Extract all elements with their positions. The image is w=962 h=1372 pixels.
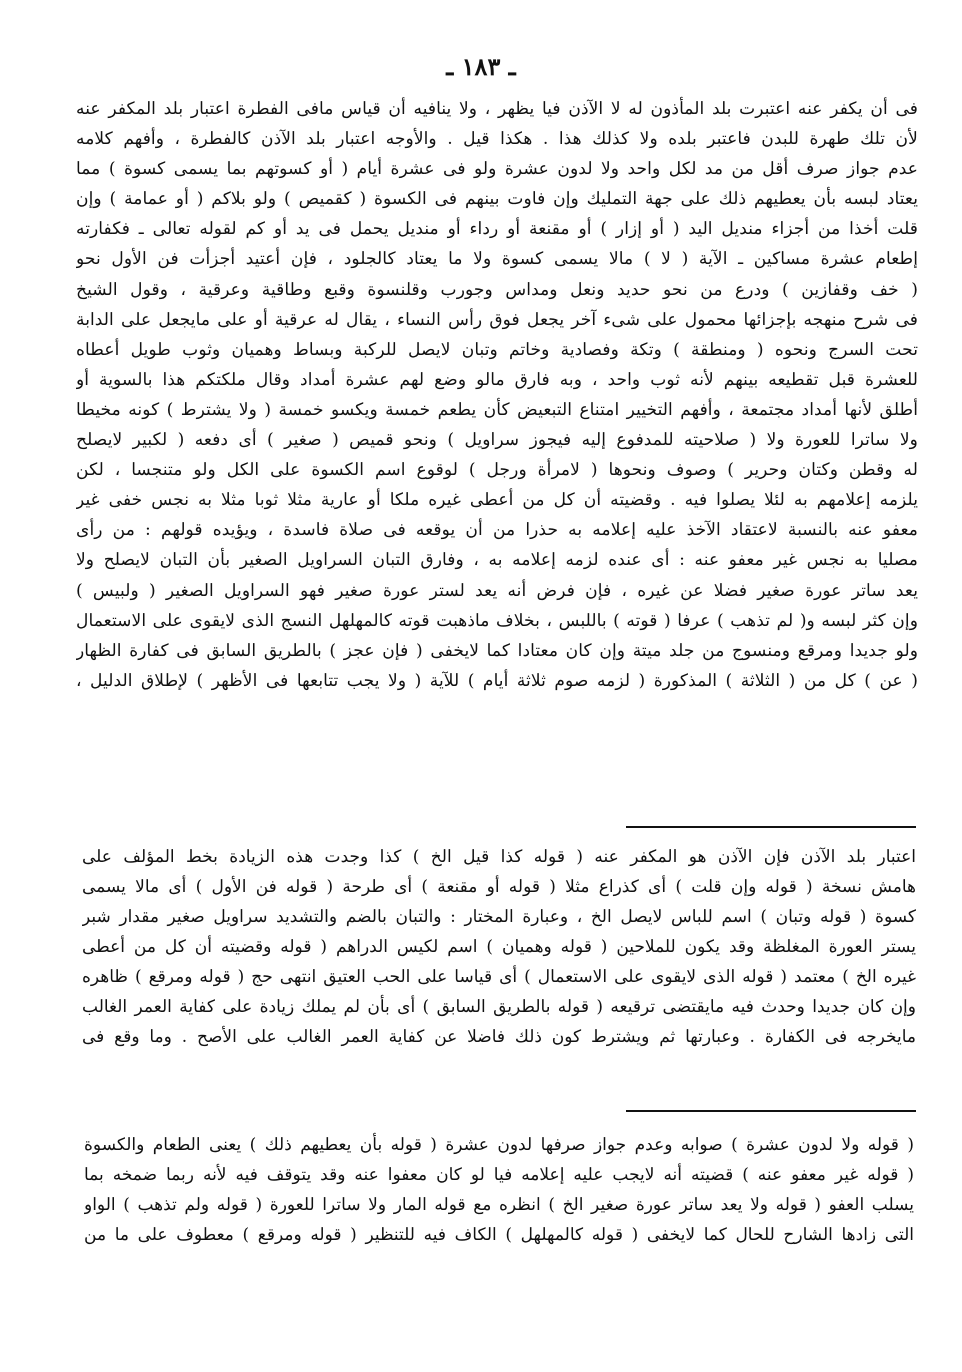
footnote-line: ( قوله غير معفو عنه ) قضيته أنه لايجب عليه إعلامه فيا لو كان معفوا عنه وقد يتوقف فيه لأنه ربما ضمخه بما [84, 1165, 914, 1185]
main-line: مصليا به نجس غير معفو عنه : أى عنده لزمه إعلامه به ، وفارق التبان السراويل الصغير بأن التبان لايصلح ولا [76, 550, 918, 571]
footnote-divider [626, 1110, 916, 1112]
footnote-section-2 [84, 1130, 914, 1250]
footnote-line: اعتبار بلد الآذن فإن الآذن هو المكفر عنه ( قوله كذا قيل الخ ) كذا وجدت هذه الزيادة بخط المؤلف على [82, 847, 916, 867]
main-line: للعشرة قبل تقطيعه بينهم لأنه ثوب واحد ، وبه فارق مالو وضع لهم عشرة أمداد وقال ملكتكم هذا بالسوية أو [76, 369, 918, 390]
main-line: يعتاد لبسه بأن يعطيهم ذلك على جهة التمليك وإن فاوت بينهم فى الكسوة ( كقميص ) ولو بلاكم ( أو عمامة ) وإن [76, 189, 918, 210]
main-line: لأن تلك طهرة للبدن فاعتبر بلده ولا كذلك هذا . هكذا قيل . والأوجه اعتبار بلد الآذن كالفطرة ، وأفهم كلامه [76, 129, 918, 150]
footnote-section-1 [82, 842, 916, 1052]
footnote-line: كسوة ( قوله وتبان ) اسم للباس لايصل الخ ، وعبارة المختار : والتبان بالضم والتشديد سراويل صغير مقدار شبر [82, 907, 916, 927]
footnote-line: التى زادها الشارح للحال كما لايخفى ( قوله كالمهلهل ) الكاف فيه للتنظير ( قوله ومرقع ) معطوف على ما من [84, 1225, 914, 1245]
main-line: إطعام عشرة مساكين ـ الآية ( لا ) مالا يسمى كسوة ولا ما يعتاد كالجلود ، فإن أعتيد أجزأت فن الأول نحو [76, 249, 918, 270]
main-line: ولو جديدا ومرقع ومنسوج من جلد ميتة وإن كان معتادا كما لايخفى ( فإن عجز ) بالطريق السابق فى كفارة الظهار [76, 640, 918, 661]
main-line: عدم جواز صرف أقل من مد لكل واحد ولا لدون عشرة ولو فى عشرة أيام ( أو كسوتهم بما يسمى كسوة ) مما [76, 159, 918, 180]
main-line: معفو عنه بالنسبة لاعتقاد الآخذ عليه إعلامه به حذرا من أن يوقعه فى صلاة فاسدة ، ويؤيده قولهم : من رأى [76, 520, 918, 541]
footnote-line: غيره الخ ) معتمد ( قوله الذى لايقوى على الاستعمال ) أى قياسا على الحب العتيق انتهى حج ( قوله ومرقع ) ظاهره [82, 967, 916, 987]
footnote-line: وإن كان جديدا وحدث فيه مايقتضى ترقيعه ( قوله بالطريق السابق ) أى بأن لم يملك زيادة على كفاية العمر الغالب [82, 997, 916, 1017]
page-number: ـ ١٨٣ ـ [446, 52, 516, 81]
main-line: فى شرح منهجه بإجزائها محمول على شىء آخر يجعل فوق رأس النساء ، يقال له عرقية أو على مايجعل على الدابة [76, 309, 918, 330]
main-line: قلت أخذا من أجزاء منديل اليد ( أو إزار ) أو مقنعة أو رداء أو منديل يحمل فى يد أو كم لقوله تعالى ـ فكفارته [76, 219, 918, 240]
main-line: ( خف وقفازين ) ودرع من نحو حديد ونعل ومداس وجورب وقلنسوة وقبع وطاقية وعرقية ، وقول الشيخ [76, 279, 918, 300]
main-line: ( عن ) كل من ( الثلاثة ) المذكورة ( لزمه صوم ثلاثة أيام ) للآية ( ولا يجب تتابعها فى الأظهر ) لإطلاق الدليل ، [76, 670, 918, 691]
main-line: فى أن يكفر عنه اعتبرت بلد المأذون له لا الآذن فيا يظهر ، ولا ينافيه أن قياس مافى الفطرة اعتبار بلد المكفر عنه [76, 99, 918, 119]
main-line: يعد ساتر عورة صغير فضلا عن غيره ، فإن فرض أنه يعد لستر عورة صغير فهو السراويل الصغير ( ولبيس ) [76, 580, 918, 601]
footnote-divider [626, 826, 916, 828]
footnote-line: يسلب العفو ( قوله ولا يعد ساتر عورة صغير الخ ) انظره مع قوله المار ولا ساترا للعورة ( قوله ولم تذهب ) الواو [84, 1195, 914, 1215]
footnote-line: مايخرجه فى الكفارة . وعبارتها ثم ويشترط كون ذلك فاضلا عن كفاية العمر الغالب على الأصح . وما وقع فى [82, 1027, 916, 1047]
main-line: تحت السرج ونحوه ( ومنطقة ) وتكة وفصادية وخاتم وتبان لايصل للركبة وبساط وهميان وثوب طويل أعطاه [76, 339, 918, 360]
main-text [76, 94, 918, 696]
main-line: أطلق لأنها أمداد مجتمعة ، وأفهم التخيير امتناع التبعيض كأن يطعم خمسة ويكسو خمسة ( ولا يشترط ) كونه مخيطا [76, 399, 918, 420]
main-line: وإن كثر لبسه و( لم تذهب ) عرفا ( قوته ) باللبس ، بخلاف ماذهبت قوته كالمهلهل النسج الذى لايقوى على الاستعمال [76, 610, 918, 631]
footnote-line: يستر العورة المغلظة وقد يكون للملاحين ( قوله وهميان ) اسم لكيس الدراهم ( قوله وقضيته أن كل من أعطى [82, 937, 916, 957]
footnote-line: هامش نسخة ( قوله وإن قلت ) أى كذراع مثلا ( قوله أو مقنعة ) أى طرحة ( قوله فن الأول ) أى مالا يسمى [82, 877, 916, 897]
main-line: ولا ساترا للعورة ولا ( صلاحيته للمدفوع إليه فيجوز سراويل ) ونحو قميص ( صغير ) أى دفعه ( لكبير لايصلح [76, 430, 918, 451]
main-line: له وقطن وكتان وحرير ) وصوف ونحوها ( لامرأة ورجل ) لوقوع اسم الكسوة على الكل ولو متنجسا ، لكن [76, 460, 918, 481]
main-line: يلزمه إعلامهم به لئلا يصلوا فيه . وقضيته أن كل من أعطى غيره ملكا أو عارية مثلا ثوبا مثلا به نجس خفى غير [76, 490, 918, 511]
footnote-line: ( قوله ولا لدون عشرة ) صوابه وعدم جواز صرفها لدون عشرة ( قوله بأن يعطيهم ذلك ) يعنى الطعام والكسوة [84, 1135, 914, 1155]
